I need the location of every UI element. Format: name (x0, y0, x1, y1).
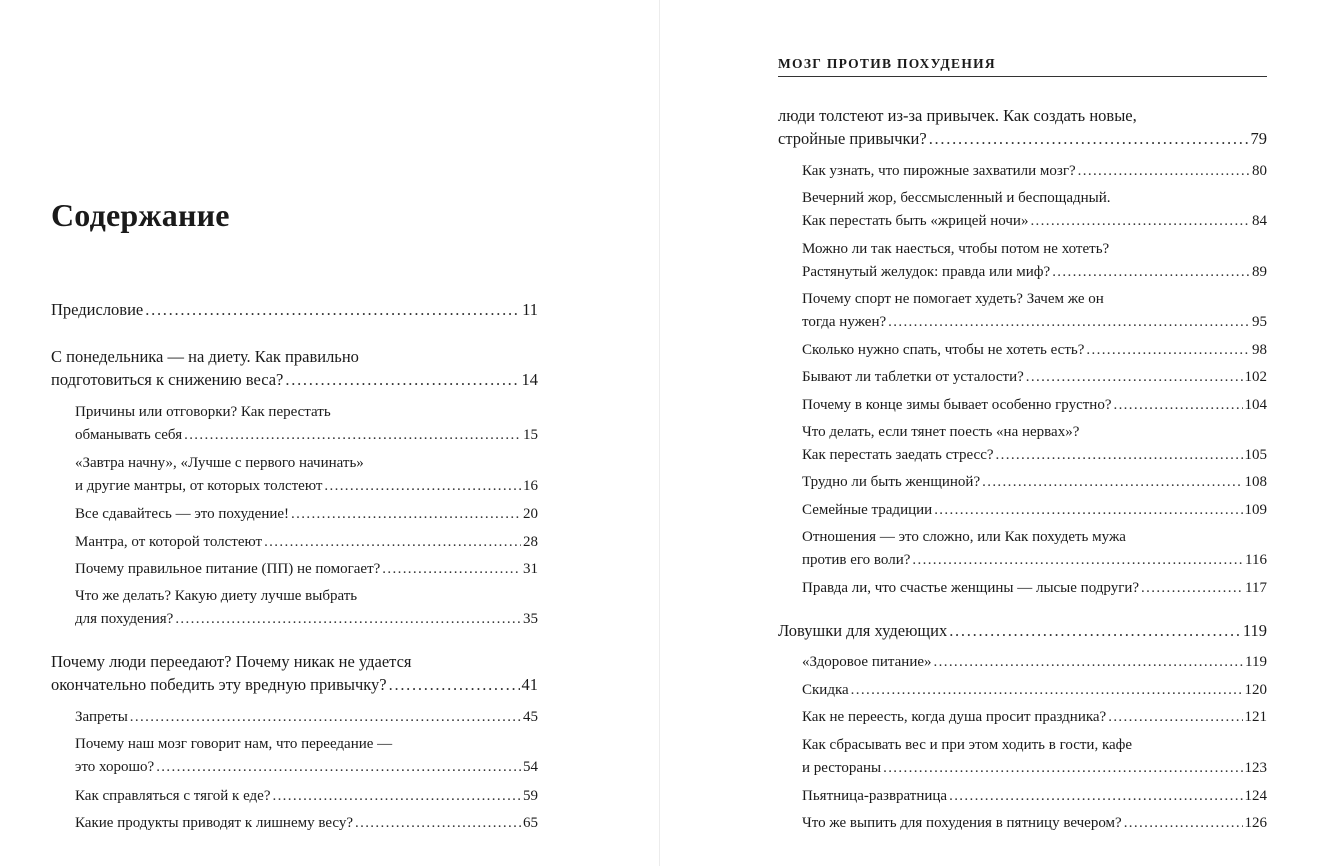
dot-leader (291, 503, 521, 526)
toc-entry-title: «Завтра начну», «Лучше с первого начинать» (75, 455, 364, 471)
dot-leader (1113, 394, 1242, 417)
toc-entry[interactable] (802, 706, 1267, 729)
toc-entry[interactable] (75, 558, 538, 581)
dot-leader (264, 531, 521, 554)
dot-leader (1030, 210, 1250, 233)
toc-entry-last-line (802, 160, 1267, 183)
toc-entry-title: Вечерний жор, бессмысленный и беспощадный. (802, 190, 1111, 206)
toc-entry[interactable] (802, 339, 1267, 362)
toc-entry-title: Почему в конце зимы бывает особенно грустно? (802, 397, 1112, 413)
toc-entry-title: Что же выпить для похудения в пятницу вечером? (802, 815, 1122, 831)
toc-entry[interactable] (802, 785, 1267, 808)
toc-entry-last-line (75, 706, 538, 729)
toc-entry[interactable] (75, 706, 538, 729)
toc-entry-title: Растянутый желудок: правда или миф? (802, 264, 1051, 280)
toc-entry-title: Предисловие (51, 300, 144, 319)
toc-entry[interactable] (51, 298, 538, 321)
toc-entry-last-line (51, 298, 538, 321)
toc-entry-title: Мантра, от которой толстеют (75, 534, 263, 550)
toc-entry-line (51, 345, 538, 368)
toc-entry[interactable] (778, 619, 1267, 642)
dot-leader (1052, 261, 1250, 284)
dot-leader (285, 368, 519, 391)
toc-entry[interactable] (802, 288, 1267, 334)
toc-entry-title: Причины или отговорки? Как перестать (75, 404, 331, 420)
dot-leader (1078, 160, 1250, 183)
toc-entry-title: Как перестать быть «жрицей ночи» (802, 213, 1029, 229)
toc-page-number: 45 (523, 709, 538, 725)
toc-entry-title: Сколько нужно спать, чтобы не хотеть есть? (802, 342, 1085, 358)
dot-leader (145, 298, 520, 321)
toc-entry[interactable] (75, 401, 538, 447)
toc-page-number: 35 (523, 611, 538, 627)
toc-page-number: 15 (523, 427, 538, 443)
toc-entry-title: люди толстеют из-за привычек. Как создать новые, (778, 106, 1137, 125)
toc-entry-last-line (802, 577, 1267, 600)
dot-leader (934, 651, 1244, 674)
dot-leader (1086, 339, 1250, 362)
toc-entry-title: Пьятница-развратница (802, 788, 948, 804)
toc-page-number: 11 (522, 300, 538, 319)
toc-entry-title: подготовиться к снижению веса? (51, 370, 284, 389)
toc-entry[interactable] (802, 679, 1267, 702)
toc-entry-title: «Здоровое питание» (802, 654, 932, 670)
toc-entry[interactable] (802, 526, 1267, 572)
toc-entry-last-line (778, 619, 1267, 642)
toc-entry-title: Трудно ли быть женщиной? (802, 474, 981, 490)
toc-entry-line (51, 650, 538, 673)
toc-entry[interactable] (802, 187, 1267, 233)
toc-page-number: 117 (1245, 580, 1267, 596)
toc-page-number: 31 (523, 561, 538, 577)
toc-entry-title: Отношения — это сложно, или Как похудеть мужа (802, 529, 1126, 545)
toc-entry[interactable] (802, 499, 1267, 522)
toc-entry[interactable] (802, 812, 1267, 835)
toc-page-number: 126 (1244, 815, 1267, 831)
dot-leader (982, 471, 1242, 494)
toc-entry-title: окончательно победить эту вредную привычку? (51, 675, 387, 694)
toc-page-number: 16 (523, 478, 538, 494)
toc-entry-title: Как узнать, что пирожные захватили мозг? (802, 163, 1076, 179)
dot-leader (949, 785, 1242, 808)
toc-entry-last-line (802, 757, 1267, 780)
dot-leader (1108, 706, 1242, 729)
toc-entry-line (75, 401, 538, 424)
dot-leader (929, 127, 1249, 150)
toc-entry-last-line (802, 394, 1267, 417)
toc-entry-title: Ловушки для худеющих (778, 621, 948, 640)
toc-page-number: 54 (523, 759, 538, 775)
toc-entry-last-line (802, 366, 1267, 389)
toc-entry[interactable] (802, 577, 1267, 600)
toc-page-number: 65 (523, 815, 538, 831)
toc-entry-line (802, 734, 1267, 757)
toc-entry-title: Как справляться с тягой к еде? (75, 788, 271, 804)
toc-entry-title: Можно ли так наесться, чтобы потом не хотеть? (802, 241, 1110, 257)
toc-page-number: 89 (1252, 264, 1267, 280)
toc-entry-last-line (802, 261, 1267, 284)
toc-entry-title: Все сдавайтесь — это похудение! (75, 506, 290, 522)
dot-leader (934, 499, 1242, 522)
toc-entry-last-line (802, 210, 1267, 233)
toc-page-number: 109 (1244, 502, 1267, 518)
toc-entry-line (75, 585, 538, 608)
toc-entry-last-line (802, 549, 1267, 572)
toc-entry-last-line (75, 531, 538, 554)
toc-entry-last-line (802, 679, 1267, 702)
running-head: МОЗГ ПРОТИВ ПОХУДЕНИЯ (778, 56, 1267, 77)
toc-entry-title: Скидка (802, 682, 849, 698)
toc-page-number: 80 (1252, 163, 1267, 179)
toc-entry[interactable] (75, 585, 538, 631)
dot-leader (888, 311, 1250, 334)
toc-page-number: 121 (1244, 709, 1267, 725)
toc-entry-last-line (802, 339, 1267, 362)
toc-title: Содержание (51, 197, 230, 233)
toc-entry-line (75, 452, 538, 475)
toc-page-number: 124 (1244, 788, 1267, 804)
toc-entry-title: тогда нужен? (802, 314, 887, 330)
toc-entry-last-line (75, 812, 538, 835)
toc-entry-line (802, 526, 1267, 549)
toc-entry-title: С понедельника — на диету. Как правильно (51, 347, 359, 366)
toc-entry[interactable] (802, 238, 1267, 284)
toc-entry-title: Почему спорт не помогает худеть? Зачем же он (802, 291, 1104, 307)
toc-page-number: 98 (1252, 342, 1267, 358)
toc-entry-last-line (75, 756, 538, 779)
toc-entry-title: Какие продукты приводят к лишнему весу? (75, 815, 353, 831)
toc-entry-last-line (778, 127, 1267, 150)
toc-entry-title: Бывают ли таблетки от усталости? (802, 369, 1024, 385)
toc-entry-title: Что же делать? Какую диету лучше выбрать (75, 588, 358, 604)
toc-entry[interactable] (802, 734, 1267, 780)
toc-entry[interactable] (802, 366, 1267, 389)
dot-leader (912, 549, 1243, 572)
toc-entry-title: для похудения? (75, 611, 174, 627)
toc-entry[interactable] (75, 531, 538, 554)
toc-entry[interactable] (75, 785, 538, 808)
toc-entry-title: и рестораны (802, 760, 882, 776)
dot-leader (272, 785, 521, 808)
toc-entry-title: Правда ли, что счастье женщины — лысые подруги? (802, 580, 1140, 596)
toc-entry[interactable] (75, 503, 538, 526)
dot-leader (389, 673, 520, 696)
dot-leader (382, 558, 521, 581)
dot-leader (883, 757, 1242, 780)
dot-leader (324, 475, 521, 498)
toc-entry-title: Почему люди переедают? Почему никак не удается (51, 652, 412, 671)
dot-leader (1124, 812, 1243, 835)
toc-entry-last-line (75, 785, 538, 808)
toc-entry-line (802, 288, 1267, 311)
toc-entry-title: Семейные традиции (802, 502, 933, 518)
toc-entry-title: Как перестать заедать стресс? (802, 447, 994, 463)
dot-leader (184, 424, 521, 447)
toc-page-number: 59 (523, 788, 538, 804)
toc-entry[interactable] (802, 651, 1267, 674)
toc-entry-title: Запреты (75, 709, 128, 725)
toc-entry-last-line (75, 475, 538, 498)
toc-page-number: 105 (1244, 447, 1267, 463)
toc-page-number: 20 (523, 506, 538, 522)
toc-entry-last-line (802, 651, 1267, 674)
toc-entry-title: Что делать, если тянет поесть «на нервах»? (802, 424, 1080, 440)
toc-entry-title: против его воли? (802, 552, 911, 568)
toc-entry-title: Почему правильное питание (ПП) не помогает? (75, 561, 381, 577)
toc-entry-last-line (75, 608, 538, 631)
toc-entry-line (802, 187, 1267, 210)
dot-leader (996, 444, 1243, 467)
toc-entry-line (778, 104, 1267, 127)
toc-entry[interactable] (802, 471, 1267, 494)
toc-page-number: 119 (1245, 654, 1267, 670)
toc-page-number: 102 (1244, 369, 1267, 385)
toc-entry-last-line (51, 673, 538, 696)
toc-page-number: 123 (1244, 760, 1267, 776)
toc-page-number: 14 (521, 370, 538, 389)
toc-entry-title: стройные привычки? (778, 129, 927, 148)
toc-entry[interactable] (75, 812, 538, 835)
toc-page-number: 108 (1244, 474, 1267, 490)
dot-leader (1141, 577, 1243, 600)
left-page (0, 0, 659, 866)
toc-entry-line (802, 238, 1267, 261)
toc-entry-last-line (75, 424, 538, 447)
toc-entry-last-line (802, 499, 1267, 522)
toc-entry-last-line (51, 368, 538, 391)
toc-entry-title: Как сбрасывать вес и при этом ходить в гости, кафе (802, 737, 1133, 753)
toc-page-number: 95 (1252, 314, 1267, 330)
toc-entry[interactable] (75, 452, 538, 498)
toc-entry[interactable] (75, 733, 538, 779)
dot-leader (851, 679, 1243, 702)
toc-entry-last-line (75, 558, 538, 581)
dot-leader (1026, 366, 1243, 389)
dot-leader (355, 812, 521, 835)
toc-page-number: 28 (523, 534, 538, 550)
toc-entry-last-line (802, 444, 1267, 467)
toc-page-number: 116 (1245, 552, 1267, 568)
toc-entry-title: обманывать себя (75, 427, 183, 443)
toc-entry-last-line (802, 706, 1267, 729)
toc-entry[interactable] (778, 104, 1267, 150)
toc-entry-last-line (75, 503, 538, 526)
toc-entry-last-line (802, 311, 1267, 334)
dot-leader (156, 756, 521, 779)
toc-entry-last-line (802, 785, 1267, 808)
toc-page-number: 120 (1244, 682, 1267, 698)
toc-entry-title: это хорошо? (75, 759, 155, 775)
toc-entry-title: и другие мантры, от которых толстеют (75, 478, 323, 494)
toc-page-number: 41 (521, 675, 538, 694)
toc-page-number: 104 (1244, 397, 1267, 413)
dot-leader (175, 608, 521, 631)
dot-leader (949, 619, 1241, 642)
toc-entry-line (802, 421, 1267, 444)
toc-entry[interactable] (51, 650, 538, 696)
toc-page-number: 79 (1250, 129, 1267, 148)
toc-entry-last-line (802, 471, 1267, 494)
toc-page-number: 84 (1252, 213, 1267, 229)
toc-entry[interactable] (802, 160, 1267, 183)
toc-entry-title: Как не переесть, когда душа просит праздника? (802, 709, 1107, 725)
toc-entry[interactable] (802, 394, 1267, 417)
right-page (660, 0, 1340, 866)
toc-entry[interactable] (802, 421, 1267, 467)
toc-entry-line (75, 733, 538, 756)
toc-entry-last-line (802, 812, 1267, 835)
toc-entry[interactable] (51, 345, 538, 391)
dot-leader (130, 706, 521, 729)
toc-page-number: 119 (1242, 621, 1267, 640)
toc-entry-title: Почему наш мозг говорит нам, что переедание — (75, 736, 393, 752)
